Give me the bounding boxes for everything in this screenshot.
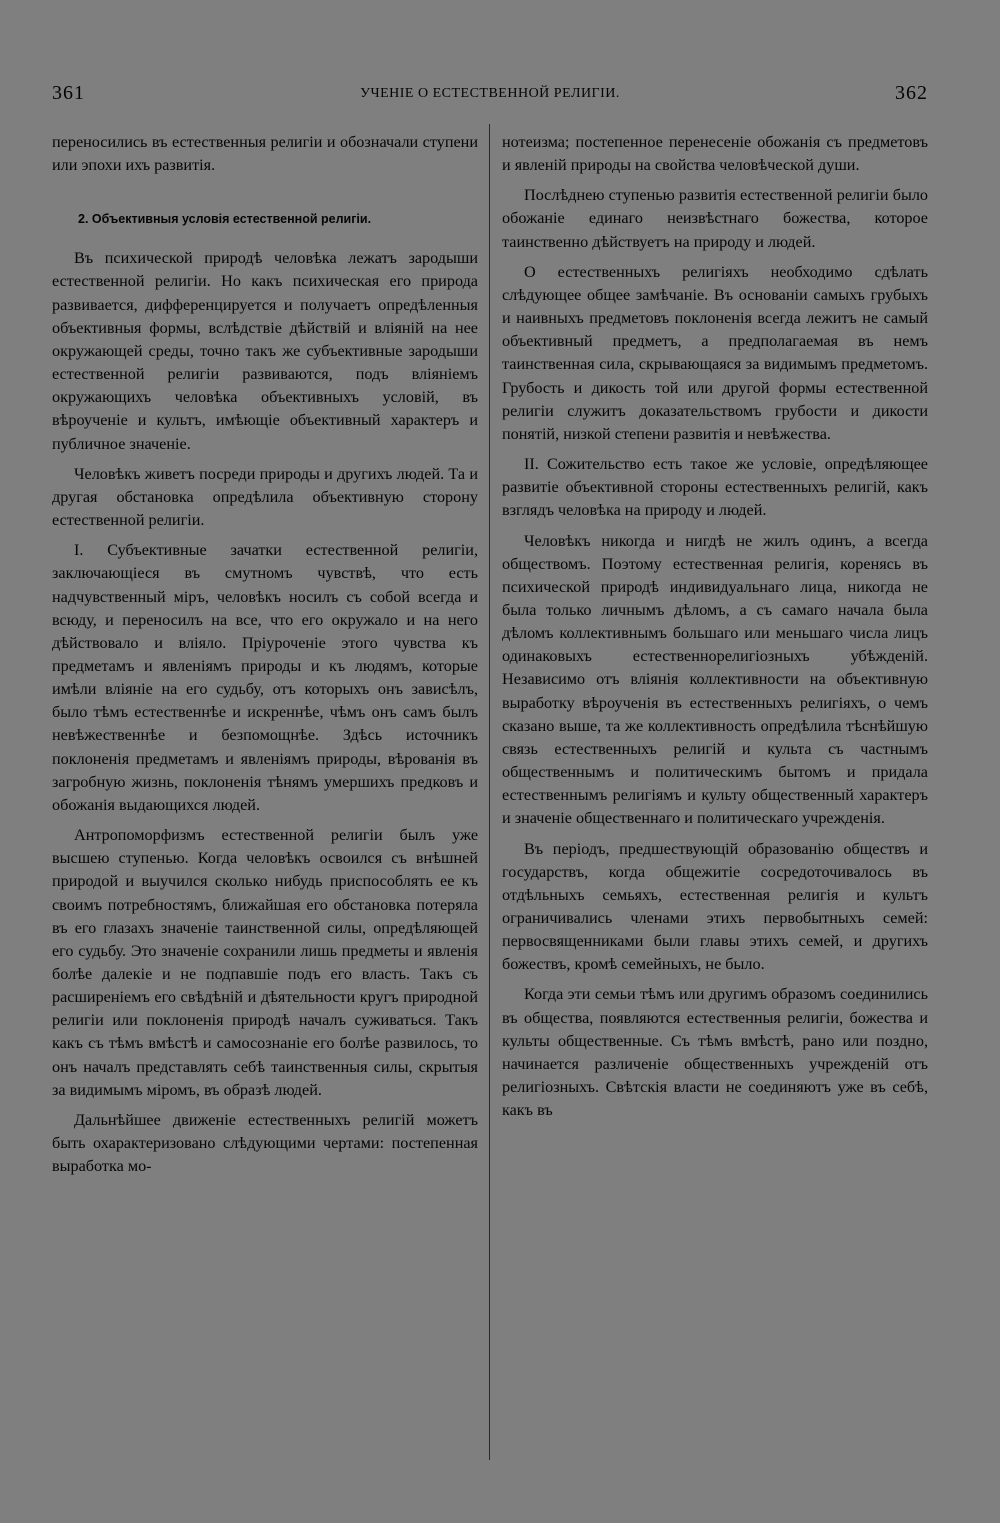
left-paragraph-1: Въ психической природѣ человѣка лежатъ зародыши естественной религіи. Но какъ психическая его природа развивается, дифференцируется и получаетъ опредѣленныя объективныя формы, вслѣдствіе дѣйствій и вліяній на нее окружающей среды, точно такъ же субъективные зародыши естественной религіи развиваются, подъ вліяніемъ окружающихъ человѣка объективныхъ условій, въ вѣроученіе и культъ, имѣющіе объективный характеръ и публичное значеніе.: [52, 249, 478, 453]
page-number-right: 362: [895, 82, 928, 104]
left-column: [52, 131, 478, 1185]
right-paragraph-2: О естественныхъ религіяхъ необходимо сдѣлать слѣдующее общее замѣчаніе. Въ основаніи самыхъ грубыхъ и наивныхъ предметовъ поклоненія всегда лежитъ не самый объективный предметъ, а предполагаемая въ немъ таинственная сила, скрывающаяся за видимымъ предметомъ. Грубость и дикость той или другой формы естественной религіи служитъ доказательствомъ грубости и дикости понятій, низкой степени развитія и невѣжества.: [502, 262, 928, 443]
running-title: УЧЕНІЕ О ЕСТЕСТВЕННОЙ РЕЛИГІИ.: [360, 86, 620, 101]
right-paragraph-4: Человѣкъ никогда и нигдѣ не жилъ одинъ, а всегда обществомъ. Поэтому естественная религія, коренясь въ психической природѣ индивидуальнаго лица, никогда не была только личнымъ дѣломъ, а съ самаго начала была дѣломъ коллективнымъ большаго или меньшаго числа лицъ одинаковыхъ естественнорелигіозныхъ убѣжденій. Независимо отъ вліянія коллективности на объективную выработку вѣроученія въ естественныхъ религіяхъ, о чемъ сказано выше, та же коллективность опредѣлила тѣснѣйшую связь естественныхъ религій и культа съ частнымъ общественнымъ и политическимъ бытомъ и придала естественнымъ религіямъ и культу общественный характеръ и значеніе общественнаго и политическаго учрежденія.: [502, 531, 928, 828]
left-paragraph-2: Человѣкъ живетъ посреди природы и другихъ людей. Та и другая обстановка опредѣлила объективную сторону естественной религіи.: [52, 464, 478, 530]
right-paragraph-3: II. Сожительство есть такое же условіе, опредѣляющее развитіе объективной стороны естественныхъ религій, какъ взглядъ человѣка на природу и людей.: [502, 455, 928, 520]
left-paragraph-3: I. Субъективные зачатки естественной религіи, заключающіеся въ смутномъ чувствѣ, что есть надчувственный міръ, человѣкъ носилъ съ собой всегда и всюду, и переносилъ на все, что его окружало и на него дѣйствовало и вліяло. Пріуроченіе этого чувства къ предметамъ и явленіямъ природы и къ людямъ, которые имѣли вліяніе на его судьбу, отъ которыхъ онъ зависѣлъ, было тѣмъ естественнѣе и искреннѣе, чѣмъ онъ самъ былъ невѣжественнѣе и безпомощнѣе. Здѣсь источникъ поклоненія предметамъ и явленіямъ природы, вѣрованія въ загробную жизнь, поклоненія тѣнямъ умершихъ предковъ и обожанія выдающихся людей.: [52, 541, 478, 814]
column-divider: [489, 124, 490, 1460]
left-paragraph-4: Антропоморфизмъ естественной религіи былъ уже высшею ступенью. Когда человѣкъ освоился съ внѣшней природой и выучился сколько нибудь приспособлять ее къ своимъ потребностямъ, ближайшая его обстановка потеряла въ его глазахъ значеніе таинственной силы, опредѣляющей его судьбу. Это значеніе сохранили лишь предметы и явленія болѣе далекіе и не подпавшіе подъ его власть. Такъ съ расширеніемъ его свѣдѣній и дѣятельности кругъ природной религіи или поклоненія природѣ началъ суживаться. Такъ какъ съ тѣмъ вмѣстѣ и самосознаніе его болѣе развилось, то онъ началъ представлять себѣ таинственныя силы, скрытыя за видимымъ міромъ, въ образѣ людей.: [52, 826, 478, 1099]
right-paragraph-6: Когда эти семьи тѣмъ или другимъ образомъ соединились въ общества, появляются естественныя религіи, божества и культы общественные. Съ тѣмъ вмѣстѣ, рано или поздно, начинается различеніе общественныхъ учрежденій отъ религіозныхъ. Свѣтскія власти не соединяютъ уже въ себѣ, какъ въ: [502, 985, 928, 1120]
section-heading: 2. Объективныя условія естественной религіи.: [78, 212, 372, 227]
right-continuation-paragraph: нотеизма; постепенное перенесеніе обожанія съ предметовъ и явленій природы на свойства человѣческой души.: [502, 133, 928, 175]
right-paragraph-1: Послѣднею ступенью развитія естественной религіи было обожаніе единаго неизвѣстнаго божества, которое таинственно дѣйствуетъ на природу и людей.: [502, 186, 928, 251]
page-header: [52, 82, 928, 112]
right-column: [502, 131, 928, 1129]
right-paragraph-5: Въ періодъ, предшествующій образованію обществъ и государствъ, когда общежитіе сосредоточивалось въ отдѣльныхъ семьяхъ, естественная религія и культъ ограничивались членами этихъ первобытныхъ семей: первосвященниками были главы этихъ семей, и другихъ божествъ, кромѣ семейныхъ, не было.: [502, 839, 928, 974]
left-paragraph-5: Дальнѣйшее движеніе естественныхъ религій можетъ быть охарактеризовано слѣдующими чертами: постепенная выработка мо-: [52, 1110, 478, 1176]
page-number-left: 361: [52, 82, 85, 104]
left-continuation-paragraph: переносились въ естественныя религіи и обозначали ступени или эпохи ихъ развитія.: [52, 133, 478, 175]
